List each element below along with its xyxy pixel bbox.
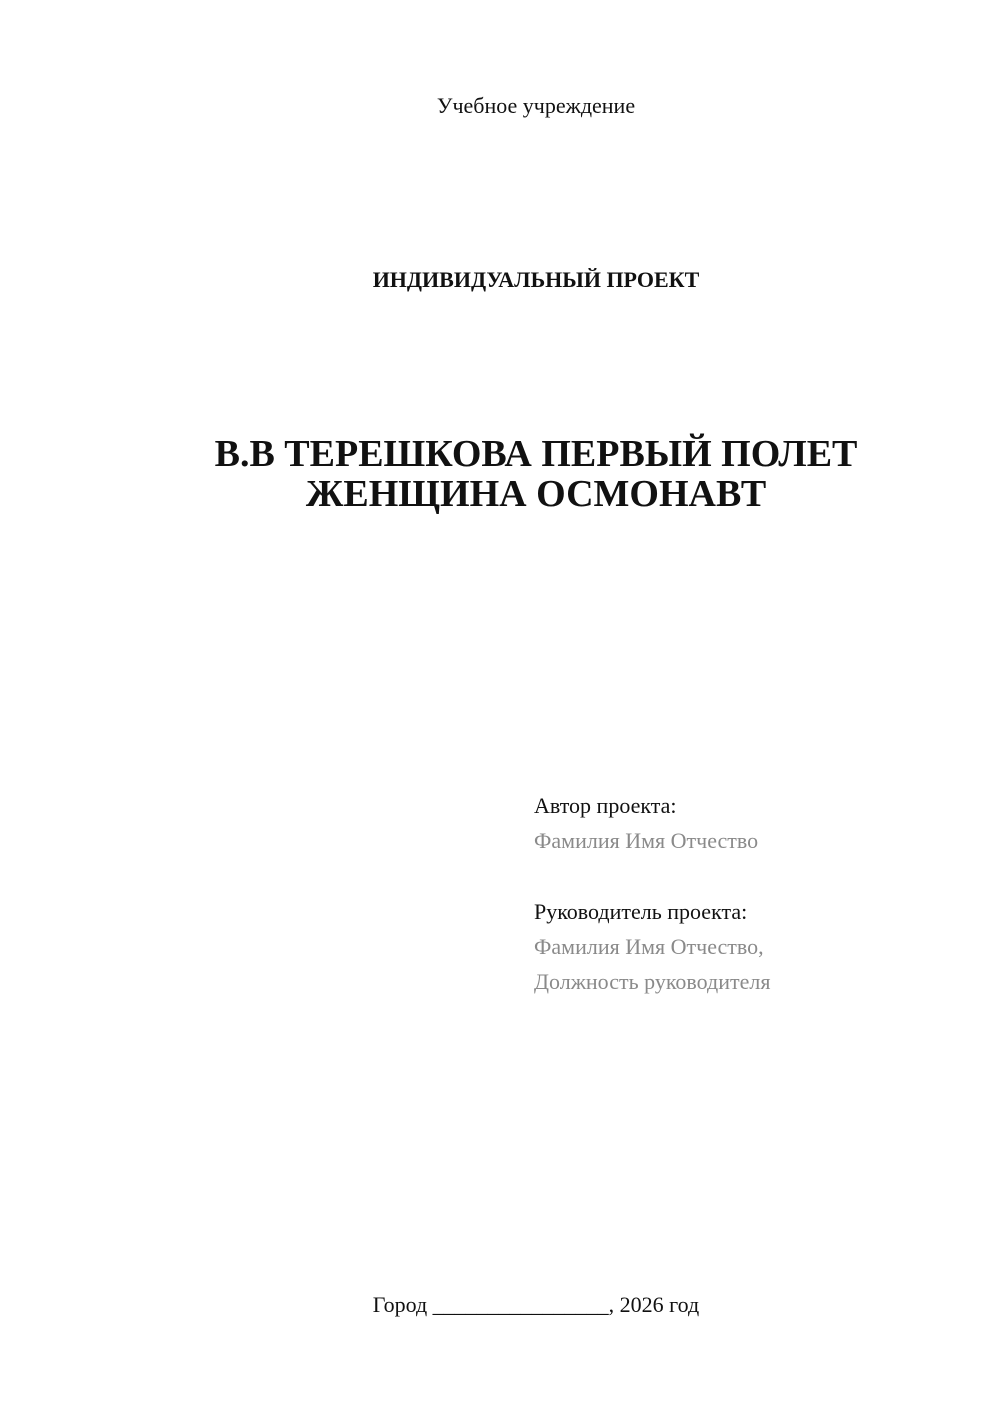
institution-name: Учебное учреждение bbox=[436, 93, 636, 118]
title-line-2: ЖЕНЩИНА ОСМОНАВТ bbox=[305, 473, 767, 515]
city-year-footer: Город ________________, 2026 год bbox=[372, 1292, 700, 1317]
title-line-1: В.В ТЕРЕШКОВА ПЕРВЫЙ ПОЛЕТ bbox=[214, 433, 858, 475]
author-label: Автор проекта: bbox=[534, 793, 677, 818]
project-meta bbox=[534, 788, 974, 999]
supervisor-name: Фамилия Имя Отчество, bbox=[534, 934, 764, 959]
author-name: Фамилия Имя Отчество bbox=[534, 828, 759, 853]
meta-spacer bbox=[534, 858, 974, 894]
document-type: ИНДИВИДУАЛЬНЫЙ ПРОЕКТ bbox=[372, 267, 700, 292]
supervisor-label: Руководитель проекта: bbox=[534, 899, 748, 924]
document-title bbox=[0, 434, 1000, 514]
supervisor-position: Должность руководителя bbox=[534, 969, 771, 994]
